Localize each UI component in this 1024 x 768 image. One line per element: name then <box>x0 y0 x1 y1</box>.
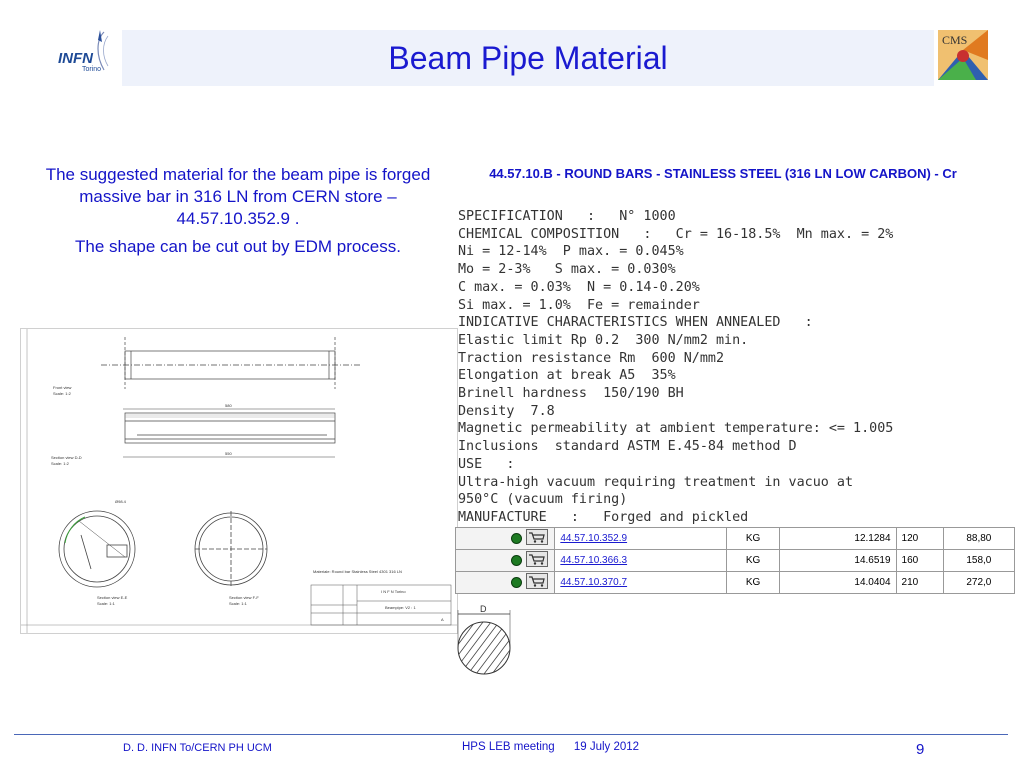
dimension-bottom: 550 <box>225 451 232 456</box>
row-actions <box>456 572 555 594</box>
spec-heading: 44.57.10.B - ROUND BARS - STAINLESS STEEL (316 LN LOW CARBON) - Cr <box>489 166 957 181</box>
material-note: Materiale: Round bar Stainless Steel 4301 316 LN <box>313 569 402 574</box>
section-ee-scale: Scale: 1:1 <box>97 601 115 606</box>
footer-divider <box>14 734 1008 735</box>
front-view-scale: Scale: 1:2 <box>53 391 71 396</box>
spec-line: Magnetic permeability at ambient temperature: <= 1.005 <box>458 421 894 437</box>
slide-title: Beam Pipe Material <box>388 40 668 76</box>
spec-line: MANUFACTURE : Forged and pickled <box>458 509 749 525</box>
technical-drawing <box>20 328 458 634</box>
unit-cell: KG <box>726 528 779 550</box>
cart-icon[interactable] <box>526 551 548 570</box>
spec-line: USE : <box>458 456 515 472</box>
spec-line: Elastic limit Rp 0.2 300 N/mm2 min. <box>458 332 749 348</box>
spec-line: Traction resistance Rm 600 N/mm2 <box>458 350 725 366</box>
footer-author: D. D. INFN To/CERN PH UCM <box>123 742 272 754</box>
item-code-link[interactable]: 44.57.10.352.9 <box>560 533 628 544</box>
infn-logo-text: INFN <box>58 50 93 67</box>
weight-cell: 12.1284 <box>780 528 896 550</box>
item-code-cell <box>555 550 727 572</box>
spec-line: Mo = 2-3% S max. = 0.030% <box>458 262 676 278</box>
spec-line: Density 7.8 <box>458 403 555 419</box>
spec-line: 950°C (vacuum firing) <box>458 492 628 508</box>
cms-logo <box>938 30 988 80</box>
unit-cell: KG <box>726 572 779 594</box>
spec-line: SPECIFICATION : N° 1000 <box>458 209 676 224</box>
weight-cell: 14.6519 <box>780 550 896 572</box>
description-text <box>36 164 440 264</box>
item-code-link[interactable]: 44.57.10.366.3 <box>560 555 628 566</box>
diameter-label: Ø98.4 <box>115 499 126 504</box>
cart-icon[interactable] <box>526 573 548 592</box>
title-block-sheet: A <box>441 617 444 622</box>
item-code-cell <box>555 528 727 550</box>
diameter-cell: 120 <box>896 528 943 550</box>
section-ee-label: Section view E-E <box>97 595 128 600</box>
section-d-label: D <box>480 604 487 614</box>
diameter-cell: 160 <box>896 550 943 572</box>
infn-logo-subtext: Torino <box>82 66 102 73</box>
row-actions <box>456 550 555 572</box>
price-cell: 272,0 <box>943 572 1014 594</box>
item-code-link[interactable]: 44.57.10.370.7 <box>560 577 628 588</box>
spec-line: Brinell hardness 150/190 BH <box>458 386 684 402</box>
weight-cell: 14.0404 <box>780 572 896 594</box>
stock-row <box>456 550 1015 572</box>
section-d-drawing <box>452 600 522 684</box>
description-paragraph-1: The suggested material for the beam pipe is forged massive bar in 316 LN from CERN store – 44.57.10.352.9 . <box>45 165 431 228</box>
dimension-top: 580 <box>225 403 232 408</box>
unit-cell: KG <box>726 550 779 572</box>
page-number: 9 <box>916 741 925 758</box>
price-cell: 158,0 <box>943 550 1014 572</box>
stock-row <box>456 572 1015 594</box>
spec-line: C max. = 0.03% N = 0.14-0.20% <box>458 279 700 295</box>
front-view-label: Front view <box>53 385 72 390</box>
item-code-cell <box>555 572 727 594</box>
section-ff-scale: Scale: 1:1 <box>229 601 247 606</box>
spec-line: Elongation at break A5 35% <box>458 368 676 384</box>
row-actions <box>456 528 555 550</box>
diameter-cell: 210 <box>896 572 943 594</box>
spec-line: Inclusions standard ASTM E.45-84 method D <box>458 439 797 455</box>
stock-row <box>456 528 1015 550</box>
section-ff-label: Section view F-F <box>229 595 259 600</box>
availability-icon <box>511 533 522 544</box>
section-dd-label: Section view D-D <box>51 455 82 460</box>
spec-text <box>458 208 1018 527</box>
spec-line: CHEMICAL COMPOSITION : Cr = 16-18.5% Mn max. = 2% <box>458 226 894 242</box>
spec-line: Ni = 12-14% P max. = 0.045% <box>458 244 684 260</box>
availability-icon <box>511 577 522 588</box>
section-dd-scale: Scale: 1:2 <box>51 461 69 466</box>
cart-icon[interactable] <box>526 529 548 548</box>
spec-line: INDICATIVE CHARACTERISTICS WHEN ANNEALED : <box>458 315 813 331</box>
cms-logo-text: CMS <box>942 33 968 47</box>
availability-icon <box>511 555 522 566</box>
title-block-part: Beampipe: V2 : 1 <box>385 605 416 610</box>
title-block-org: I N F N Torino <box>381 589 406 594</box>
spec-line: Ultra-high vacuum requiring treatment in vacuo at <box>458 474 854 490</box>
price-cell: 88,80 <box>943 528 1014 550</box>
description-paragraph-2: The shape can be cut out by EDM process. <box>74 237 401 256</box>
stock-table <box>455 527 1015 594</box>
spec-line: Si max. = 1.0% Fe = remainder <box>458 297 700 313</box>
footer-event: HPS LEB meeting 19 July 2012 <box>462 741 640 753</box>
